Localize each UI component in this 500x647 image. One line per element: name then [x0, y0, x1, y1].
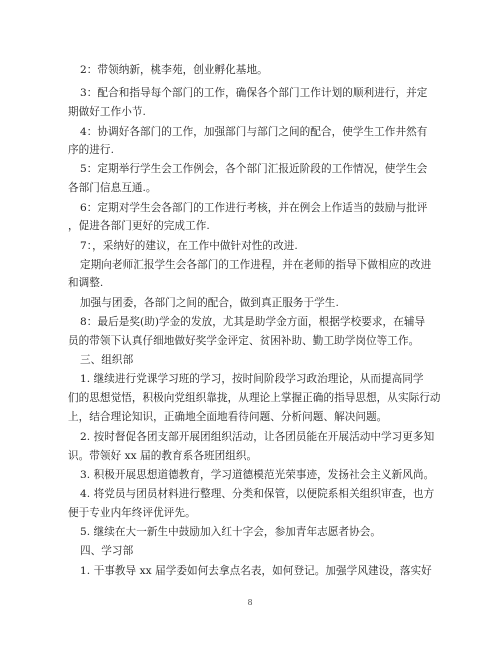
text-line: 6：定期对学生会各部门的工作进行考核，并在例会上作适当的鼓励与批评 [80, 202, 428, 214]
text-line: 5. 继续在大一新生中鼓励加入红十字会，参加青年志愿者协会。 [80, 526, 382, 538]
text-line: 上，结合理论知识，正确地全面地看待问题、分析问题、解决问题。 [68, 411, 388, 423]
text-line: 期做好工作小节. [68, 106, 146, 118]
text-line: 各部门信息互通.。 [68, 182, 157, 194]
text-line: 2. 按时督促各团支部开展团组织活动，让各团员能在开展活动中学习更多知 [80, 431, 435, 443]
text-line: 和调整. [68, 277, 104, 289]
text-line: 8：最后是奖(助)学金的发放，尤其是助学金方面，根据学校要求，在辅导 [80, 316, 426, 328]
text-line: 员的带领下认真仔细地做好奖学金评定、贫困补助、勤工助学岗位等工作。 [68, 335, 420, 347]
page-number: 8 [247, 598, 253, 607]
text-line: ，促进各部门更好的完成工作. [68, 220, 210, 232]
text-line: 识。带领好 xx 届的教育系各班团组织。 [68, 450, 258, 462]
text-line: 2：带领纳新，桃李苑，创业孵化基地。 [80, 64, 268, 76]
text-line: 便于专业内年终评优评先。 [68, 507, 196, 519]
section-heading: 四、学习部 [80, 545, 134, 557]
text-line: 序的进行. [68, 144, 114, 156]
text-line: 3. 积极开展思想道德教育，学习道德模范光荣事迹，发扬社会主义新风尚。 [80, 469, 435, 481]
text-line: 们的思想觉悟，积极向党组织靠拢，从理论上掌握正确的指导思想，从实际行动 [68, 392, 441, 404]
text-line: 加强与团委，各部门之间的配合，做到真正服务于学生. [80, 297, 339, 309]
text-line: 1. 干事教导 xx 届学委如何去拿点名表，如何登记。加强学风建设，落实好 [80, 565, 432, 577]
text-line: 4. 将党员与团员材料进行整理、分类和保管，以便院系相关组织审查，也方 [80, 488, 435, 500]
text-line: 7：，采纳好的建议，在工作中做针对性的改进. [80, 240, 298, 252]
text-line: 5：定期举行学生会工作例会，各个部门汇报近阶段的工作情况，使学生会 [80, 163, 428, 175]
text-line: 4：协调好各部门的工作，加强部门与部门之间的配合，使学生工作井然有 [80, 126, 428, 138]
section-heading: 三、组织部 [80, 354, 134, 366]
text-line: 1. 继续进行党课学习班的学习，按时间阶段学习政治理论，从而提高同学 [80, 373, 424, 385]
text-line: 定期向老师汇报学生会各部门的工作进程，并在老师的指导下做相应的改进 [80, 259, 432, 271]
text-line: 3：配合和指导每个部门的工作，确保各个部门工作计划的顺利进行，并定 [80, 87, 428, 99]
